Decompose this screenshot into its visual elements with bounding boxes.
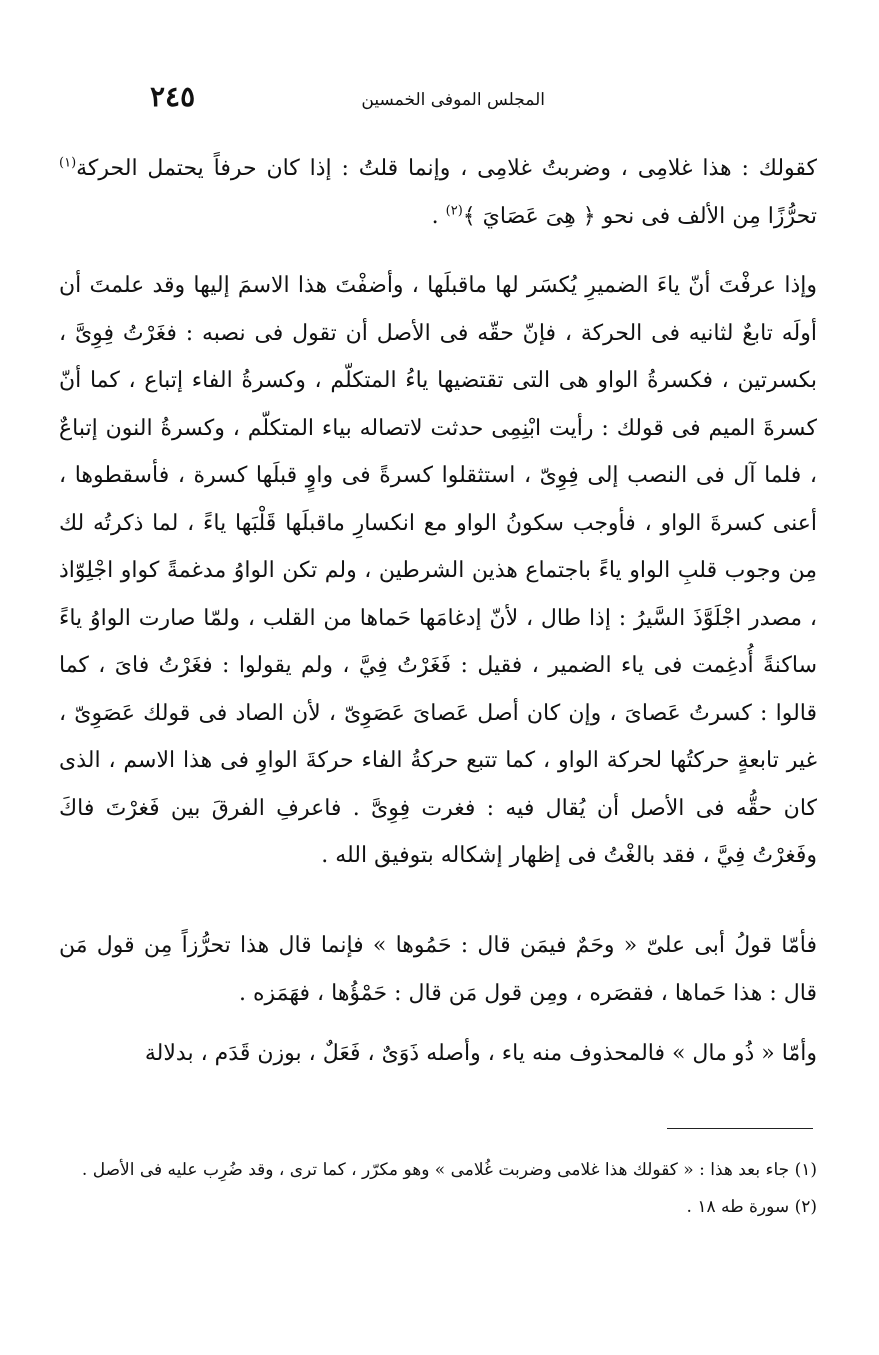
footnote-1: (١) جاء بعد هذا : « كقولك هذا غلامى وضربت غُلامى » وهو مكرّر ، كما ترى ، وقد ضُرِب عليه فى الأصل .: [81, 1160, 817, 1180]
page-number: ٢٤٥: [150, 80, 196, 113]
footnote-divider: [667, 1128, 813, 1129]
footnote-mark-2: (٢): [445, 203, 463, 219]
paragraph-1-text-c: .: [431, 203, 446, 229]
running-title: المجلس الموفى الخمسين: [361, 90, 545, 110]
paragraph-2: وإذا عرفْتَ أنّ ياءَ الضميرِ يُكسَر لها ماقبلَها ، وأضفْتَ هذا الاسمَ إليها وقد علمتَ أن أولَه تابعٌ لثانيه فى الحركة ، فإنّ حقّه فى الأصل أن تقول فى نصبه : فغَرْتُ فِوِىَّ ، بكسرتين ، فكسرةُ الواو هى التى تقتضيها ياءُ المتكلّم ، وكسرةُ الفاء إتباع ، كما أنّ كسرةَ الميم فى قولك : رأيت ابْنِمِى حدثت لاتصاله بياء المتكلّم ، وكسرةُ النون إتباعٌ ، فلما آل فى النصب إلى فِوِىّ ، استثقلوا كسرةً فى واوٍ قبلَها كسرة ، فأسقطوها ، أعنى كسرةَ الواو ، فأوجب سكونُ الواو مع انكسارِ ماقبلَها قَلْبَها ياءً ، لما ذكرتُه لك مِن وجوب قلبِ الواو ياءً باجتماع هذين الشرطين ، ولم تكن الواوُ مدغمةً كواو اجْلِوّاذ ، مصدر اجْلَوَّذَ السَّيرُ : إذا طال ، لأنّ إدغامَها حَماها من القلب ، ولمّا صارت الواوُ ياءً ساكنةً أُدغِمت فى ياء الضمير ، فقيل : فَغَرْتُ فِيَّ ، ولم يقولوا : فغَرْتُ فاىَ ، كما قالوا : كسرتُ عَصاىَ ، وإن كان أصل عَصاىَ عَصَوِىّ ، لأن الصاد فى قولك عَصَوِىّ ، غير تابعةٍ حركتُها لحركة الواو ، كما تتبع حركةُ الفاء حركةَ الواوِ فى هذا الاسم ، الذى كان حقُّه فى الأصل أن يُقال فيه : فغرت فِوِىَّ . فاعرفِ الفرقَ بين فَغرْتَ فاكَ وفَغرْتُ فِيَّ ، فقد بالغْتُ فى إظهار إشكاله بتوفيق الله .: [59, 273, 817, 868]
paragraph-1-text-b: تحرُّزًا مِن الألف فى نحو ﴿ هِىَ عَصَايَ ﴾: [462, 203, 817, 229]
paragraph-1: [59, 145, 817, 240]
footnotes: [59, 1155, 817, 1229]
footnote-mark-1: (١): [59, 155, 77, 171]
page-header: [150, 80, 545, 120]
paragraph-3: فأمّا قولُ أبى علىّ « وحَمٌ فيمَن قال : حَمُوها » فإنما قال هذا تحرُّزاً مِن قول مَن قال : هذا حَماها ، فقصَره ، ومِن قول مَن قال : حَمْؤُها ، فهَمَزه .: [59, 933, 817, 1006]
paragraph-1-text-a: كقولك : هذا غلامِى ، وضربتُ غلامِى ، وإنما قلتُ : إذا كان حرفاً يحتمل الحركة: [76, 156, 817, 181]
footnote-2: (٢) سورة طه ١٨ .: [686, 1197, 817, 1217]
paragraph-4: وأمّا « ذُو مال » فالمحذوف منه ياء ، وأصله ذَوَىٌ ، فَعَلٌ ، بوزن قَدَم ، بدلالة: [144, 1041, 817, 1066]
